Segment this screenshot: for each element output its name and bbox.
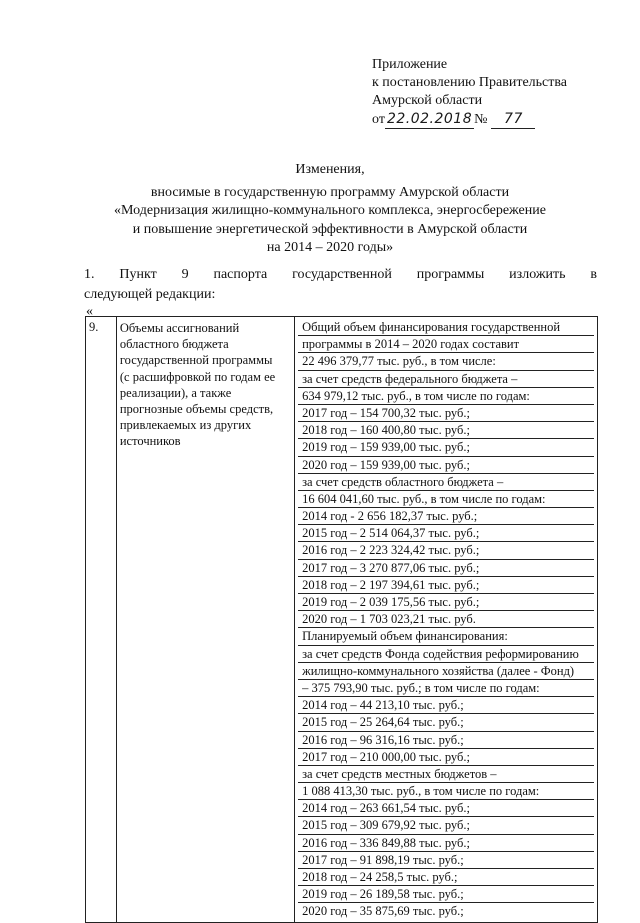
title-line-1: Изменения, [295,162,365,177]
appendix-label: Приложение [372,57,448,72]
value-line: 2015 год – 309 679,92 тыс. руб.; [298,817,594,834]
value-line: 2019 год – 26 189,58 тыс. руб.; [298,886,594,903]
value-line: 16 604 041,60 тыс. руб., в том числе по годам: [298,491,594,508]
name-line: Объемы ассигнований [119,321,240,335]
value-line: 2020 год – 35 875,69 тыс. руб.; [302,904,464,919]
approval-header [372,56,622,129]
value-line: 2014 год - 2 656 182,37 тыс. руб.; [298,508,594,525]
value-line: 2018 год – 24 258,5 тыс. руб.; [298,869,594,886]
value-line: за счет средств федерального бюджета – [298,371,594,388]
value-line: 634 979,12 тыс. руб., в том числе по годам: [298,388,594,405]
value-line: 2020 год – 159 939,00 тыс. руб.; [298,457,594,474]
title-line-5: на 2014 – 2020 годы» [266,240,394,255]
value-line: 1 088 413,30 тыс. руб., в том числе по годам: [298,783,594,800]
value-line: 2019 год – 159 939,00 тыс. руб.; [298,439,594,456]
row-value-lines [298,319,594,920]
value-line: 2017 год – 210 000,00 тыс. руб.; [298,749,594,766]
paragraph-line-1: 1. Пункт 9 паспорта государственной программы изложить в [84,267,597,282]
value-line: 2015 год – 2 514 064,37 тыс. руб.; [298,525,594,542]
handwritten-number: 77 [491,110,535,129]
value-line: 2017 год – 154 700,32 тыс. руб.; [298,405,594,422]
title-line-3: «Модернизация жилищно-коммунального комплекса, энергосбережение [114,203,546,218]
name-line: реализации), а также [119,385,232,400]
row-name-cell [116,317,294,923]
value-line: 22 496 379,77 тыс. руб., в том числе: [298,353,594,370]
date-prefix: от [372,112,385,127]
value-line: за счет средств Фонда содействия реформированию [298,646,594,663]
title-line-2: вносимые в государственную программу Амурской области [150,184,510,200]
passport-table [85,316,598,923]
value-line: 2016 год – 336 849,88 тыс. руб.; [298,835,594,852]
name-line: источников [119,434,181,449]
resolution-label: к постановлению Правительства [372,75,568,90]
row-name-text [120,319,291,450]
value-line: – 375 793,90 тыс. руб.; в том числе по годам: [298,680,594,697]
value-line: 2014 год – 263 661,54 тыс. руб.; [298,800,594,817]
value-line: 2019 год – 2 039 175,56 тыс. руб.; [298,594,594,611]
value-line: за счет средств местных бюджетов – [298,766,594,783]
table-row [86,317,598,923]
title-line-4: и повышение энергетической эффективности в Амурской области [132,221,528,237]
value-line: 2017 год – 3 270 877,06 тыс. руб.; [298,560,594,577]
row-number-cell [86,317,117,923]
value-line: 2016 год – 96 316,16 тыс. руб.; [298,732,594,749]
value-line: за счет средств областного бюджета – [298,474,594,491]
value-line: 2018 год – 160 400,80 тыс. руб.; [298,422,594,439]
date-number-line [372,110,622,129]
document-title [60,161,600,258]
name-line: государственной программы [119,353,273,368]
value-line: 2017 год – 91 898,19 тыс. руб.; [298,852,594,869]
region-label: Амурской области [372,93,483,108]
name-line: прогнозные объемы средств, [119,402,274,417]
value-line: 2015 год – 25 264,64 тыс. руб.; [298,714,594,731]
name-line: (с расшифровкой по годам ее [119,369,276,384]
value-line: Планируемый объем финансирования: [298,628,594,645]
paragraph-line-2: следующей редакции: [84,287,216,302]
row-value-cell [295,317,598,923]
value-line: 2018 год – 2 197 394,61 тыс. руб.; [298,577,594,594]
handwritten-date: 22.02.2018 [386,111,473,127]
value-line: 2020 год – 1 703 023,21 тыс. руб. [298,611,594,628]
value-line: 2016 год – 2 223 324,42 тыс. руб.; [298,542,594,559]
opening-quote: « [86,304,93,319]
value-line: 2014 год – 44 213,10 тыс. руб.; [298,697,594,714]
row-number: 9. [89,320,99,334]
value-line: Общий объем финансирования государственной [298,319,594,336]
name-line: привлекаемых из других [119,418,252,433]
name-line: областного бюджета [119,337,229,352]
value-line: программы в 2014 – 2020 годах составит [298,336,594,353]
number-sign: № [474,112,488,127]
value-line: жилищно-коммунального хозяйства (далее - Фонд) [298,663,594,680]
